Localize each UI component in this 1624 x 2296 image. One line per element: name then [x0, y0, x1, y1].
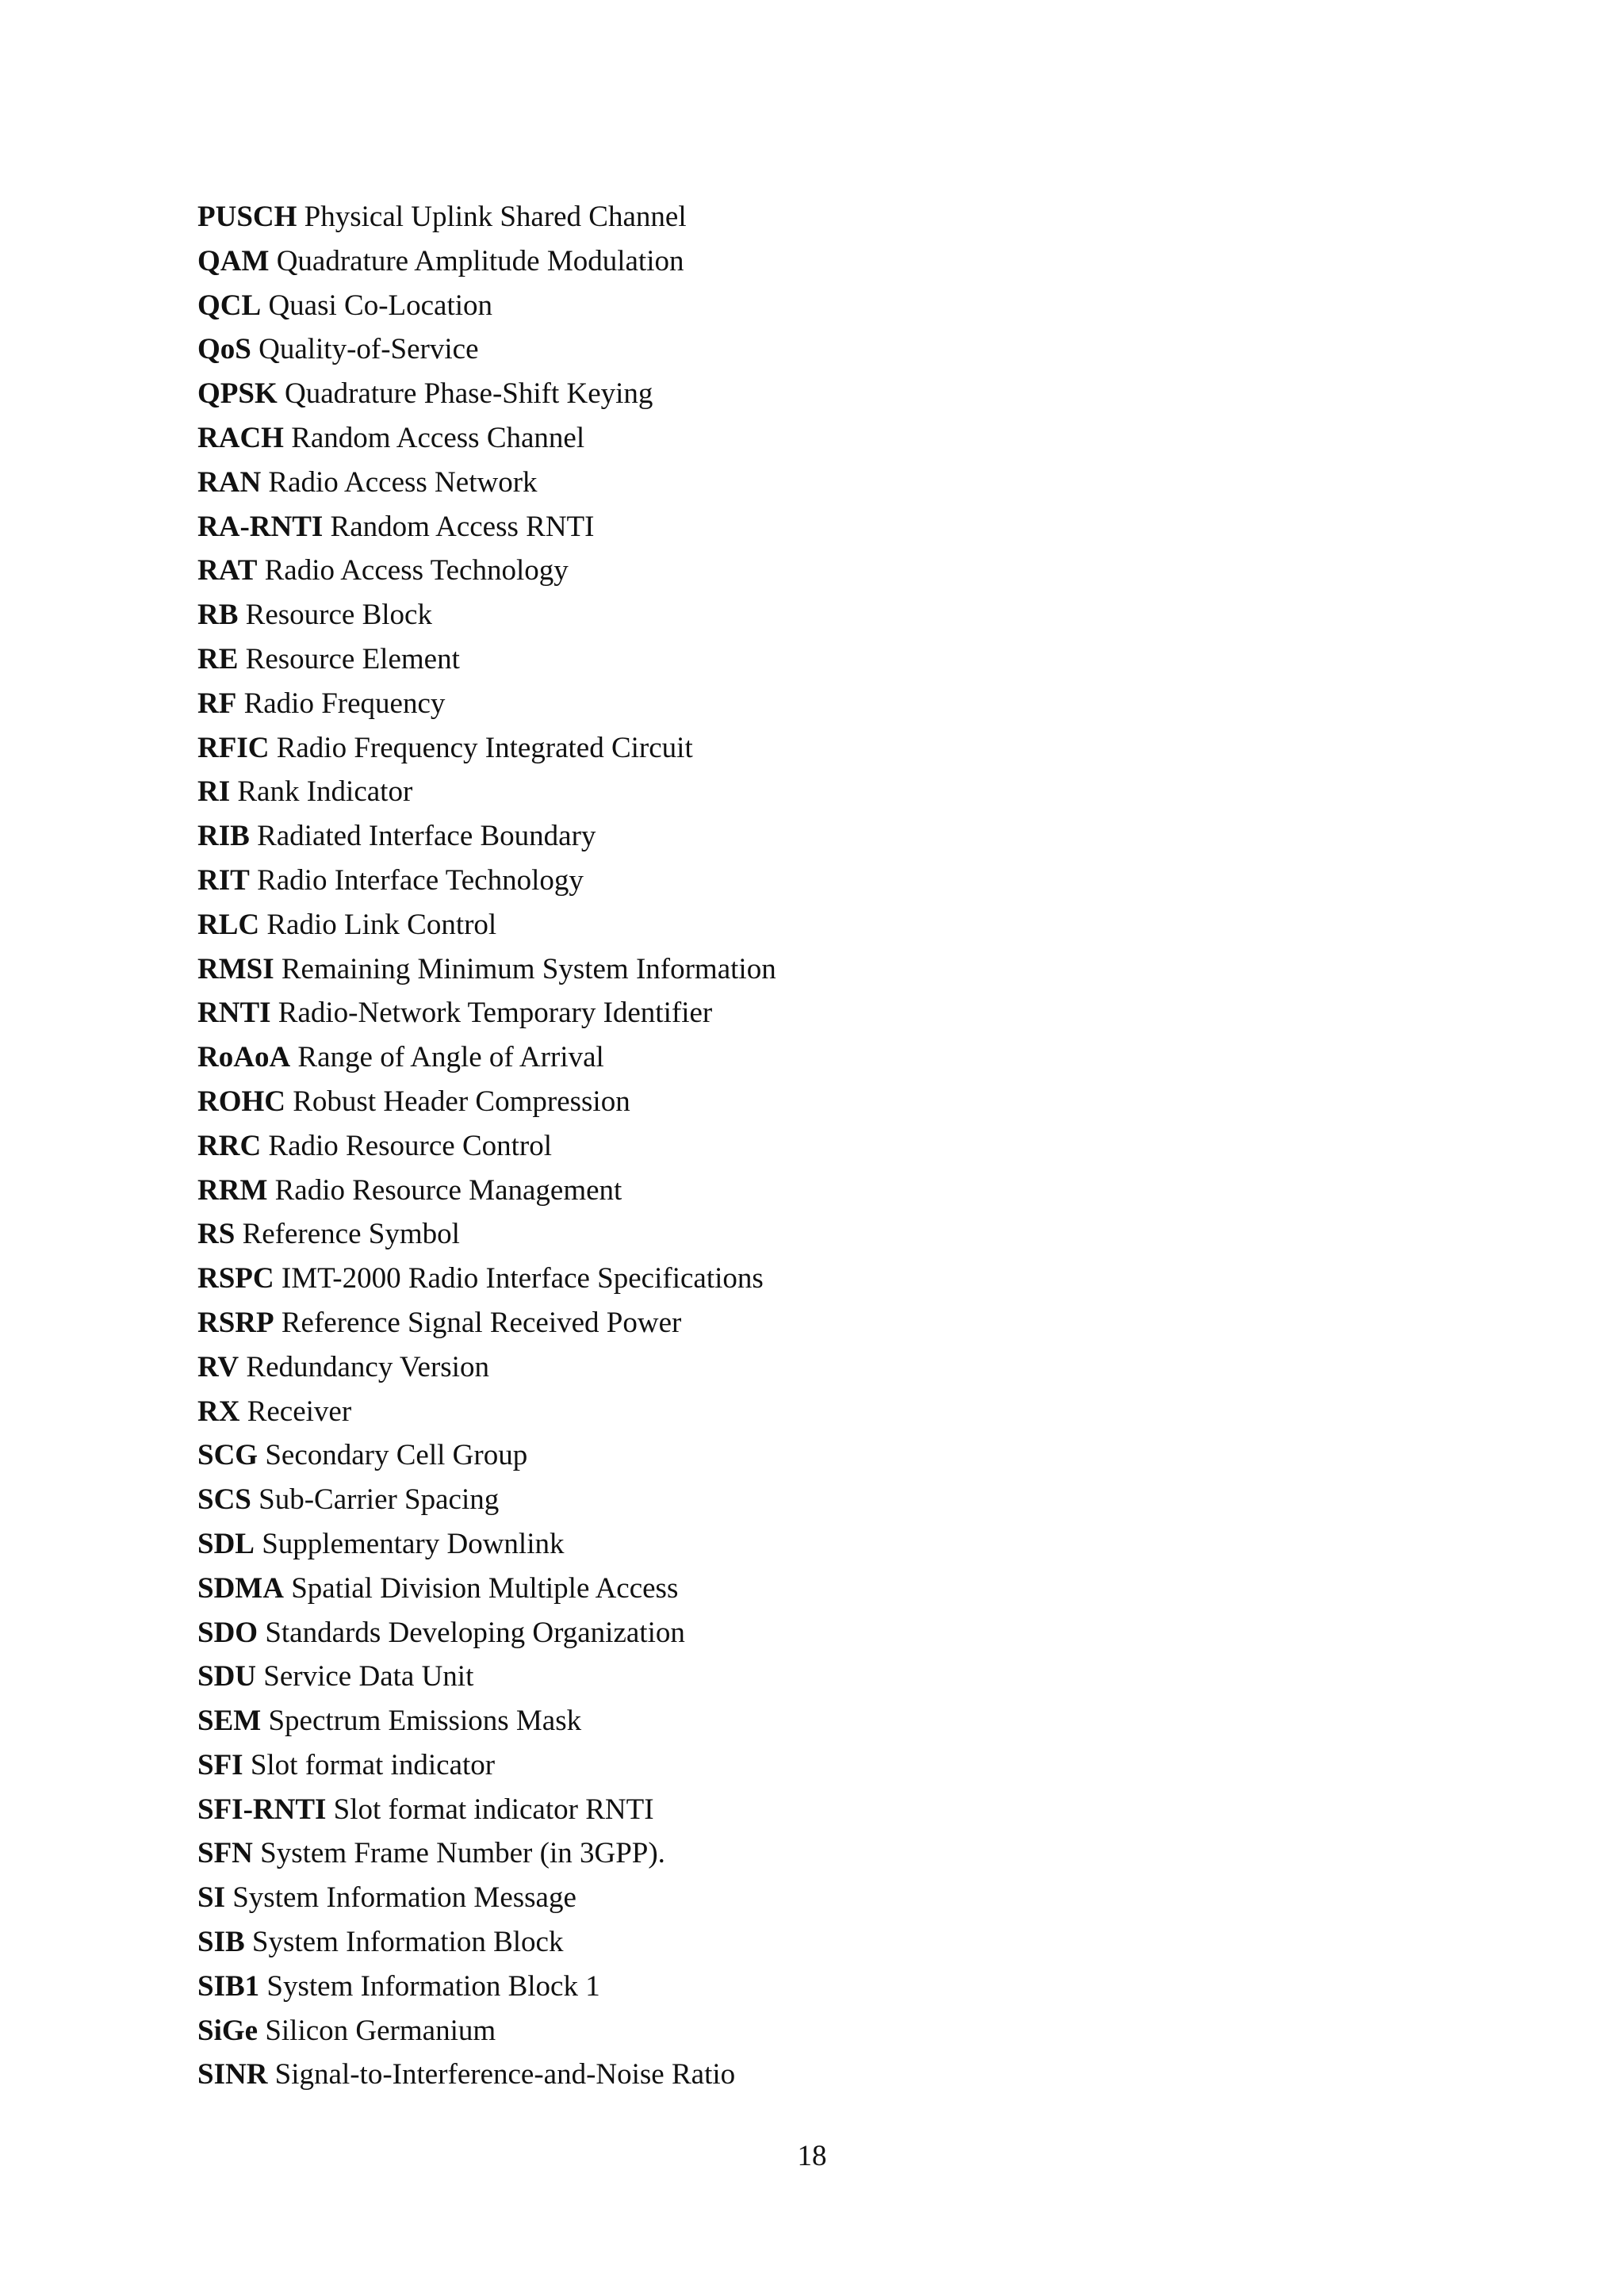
abbreviation-entry [197, 1390, 1466, 1434]
abbreviation-acronym: RoAoA [197, 1041, 291, 1074]
abbreviation-definition: Range of Angle of Arrival [297, 1041, 604, 1074]
abbreviation-definition: System Frame Number (in 3GPP). [260, 1837, 665, 1870]
abbreviation-entry [197, 770, 1466, 814]
abbreviation-entry [197, 2009, 1466, 2053]
abbreviation-entry [197, 1080, 1466, 1124]
abbreviation-definition: Signal-to-Interference-and-Noise Ratio [274, 2058, 736, 2091]
abbreviation-acronym: RF [197, 687, 237, 720]
abbreviation-entry [197, 1212, 1466, 1257]
abbreviation-acronym: QCL [197, 289, 262, 322]
abbreviation-entry [197, 1655, 1466, 1699]
abbreviation-entry [197, 593, 1466, 637]
abbreviation-acronym: RS [197, 1218, 236, 1251]
abbreviation-acronym: RRM [197, 1173, 268, 1207]
abbreviation-acronym: SCS [197, 1483, 251, 1517]
abbreviation-entry [197, 903, 1466, 947]
abbreviation-definition: Random Access RNTI [330, 510, 595, 543]
abbreviation-acronym: SIB1 [197, 1969, 260, 2003]
abbreviation-entry [197, 1124, 1466, 1169]
abbreviation-entry [197, 1611, 1466, 1655]
abbreviation-definition: Radiated Interface Boundary [257, 820, 596, 853]
abbreviation-entry [197, 505, 1466, 549]
abbreviation-acronym: RE [197, 642, 239, 675]
abbreviation-entry [197, 372, 1466, 416]
abbreviation-entry [197, 814, 1466, 859]
abbreviation-acronym: RLC [197, 908, 260, 941]
abbreviation-definition: Radio Access Technology [264, 554, 569, 587]
abbreviation-definition: Spatial Division Multiple Access [291, 1571, 679, 1605]
abbreviation-definition: Quadrature Phase-Shift Keying [285, 377, 653, 411]
abbreviation-definition: Silicon Germanium [265, 2014, 496, 2047]
abbreviation-acronym: SFN [197, 1837, 253, 1870]
abbreviation-entry [197, 1965, 1466, 2009]
abbreviation-entry [197, 682, 1466, 726]
abbreviation-definition: Slot format indicator RNTI [333, 1793, 654, 1826]
abbreviation-definition: Receiver [247, 1395, 352, 1428]
abbreviation-definition: Redundancy Version [246, 1350, 489, 1383]
abbreviation-definition: Quadrature Amplitude Modulation [276, 244, 684, 277]
abbreviation-definition: Robust Header Compression [293, 1085, 630, 1118]
abbreviation-definition: Radio Link Control [266, 908, 497, 941]
abbreviation-acronym: SINR [197, 2058, 268, 2091]
abbreviation-acronym: RIB [197, 820, 250, 853]
abbreviation-entry [197, 1301, 1466, 1345]
abbreviation-definition: Resource Block [245, 599, 432, 632]
abbreviation-entry [197, 947, 1466, 992]
abbreviation-acronym: RNTI [197, 997, 271, 1030]
abbreviation-definition: Physical Uplink Shared Channel [304, 201, 687, 233]
abbreviation-entry [197, 1876, 1466, 1920]
abbreviation-definition: Slot format indicator [250, 1748, 496, 1781]
abbreviation-definition: Radio Frequency [243, 687, 446, 720]
abbreviation-definition: Radio Resource Management [274, 1173, 622, 1207]
abbreviation-acronym: SDO [197, 1616, 259, 1649]
abbreviation-definition: Radio Resource Control [268, 1129, 553, 1162]
abbreviation-acronym: RAN [197, 465, 262, 499]
abbreviation-acronym: SI [197, 1881, 225, 1915]
abbreviation-entry [197, 416, 1466, 461]
abbreviation-acronym: SDMA [197, 1571, 284, 1605]
abbreviation-definition: Spectrum Emissions Mask [268, 1705, 582, 1738]
abbreviation-definition: Supplementary Downlink [262, 1527, 565, 1560]
abbreviation-acronym: PUSCH [197, 201, 297, 233]
abbreviation-definition: Quality-of-Service [259, 333, 479, 366]
abbreviation-entry [197, 1699, 1466, 1743]
abbreviation-acronym: SEM [197, 1705, 262, 1738]
abbreviation-entry [197, 1743, 1466, 1788]
abbreviation-entry [197, 239, 1466, 284]
abbreviation-entry [197, 637, 1466, 682]
abbreviation-acronym: QPSK [197, 377, 278, 411]
abbreviation-entry [197, 1478, 1466, 1522]
abbreviation-entry [197, 1169, 1466, 1213]
abbreviation-entry [197, 1345, 1466, 1390]
abbreviation-definition: Radio Frequency Integrated Circuit [276, 731, 693, 764]
abbreviation-list [197, 195, 1466, 2097]
abbreviation-entry [197, 1257, 1466, 1301]
abbreviation-definition: Radio Interface Technology [257, 863, 584, 897]
abbreviation-acronym: SiGe [197, 2014, 259, 2047]
abbreviation-entry [197, 1567, 1466, 1611]
abbreviation-definition: Service Data Unit [263, 1660, 474, 1693]
abbreviation-entry [197, 1522, 1466, 1567]
abbreviation-definition: Radio-Network Temporary Identifier [278, 997, 713, 1030]
abbreviation-entry [197, 195, 1466, 239]
abbreviation-entry [197, 859, 1466, 903]
abbreviation-acronym: SCG [197, 1439, 259, 1472]
abbreviation-entry [197, 1831, 1466, 1876]
abbreviation-entry [197, 1788, 1466, 1832]
abbreviation-acronym: SDU [197, 1660, 257, 1693]
abbreviation-acronym: ROHC [197, 1085, 285, 1118]
abbreviation-acronym: QoS [197, 333, 251, 366]
abbreviation-acronym: SFI-RNTI [197, 1793, 327, 1826]
abbreviation-entry [197, 327, 1466, 372]
abbreviation-definition: Rank Indicator [237, 775, 413, 809]
abbreviation-definition: IMT-2000 Radio Interface Specifications [281, 1262, 764, 1295]
abbreviation-entry [197, 549, 1466, 593]
abbreviation-acronym: RV [197, 1350, 239, 1383]
abbreviation-definition: Random Access Channel [291, 421, 585, 454]
abbreviation-definition: Secondary Cell Group [265, 1439, 528, 1472]
abbreviation-entry [197, 1433, 1466, 1478]
abbreviation-acronym: RI [197, 775, 231, 809]
abbreviation-definition: Reference Signal Received Power [281, 1306, 682, 1339]
abbreviation-entry [197, 991, 1466, 1035]
abbreviation-acronym: RFIC [197, 731, 270, 764]
abbreviation-acronym: RB [197, 599, 239, 632]
abbreviation-entry [197, 2053, 1466, 2097]
abbreviation-acronym: RSPC [197, 1262, 274, 1295]
abbreviation-acronym: RSRP [197, 1306, 274, 1339]
abbreviation-entry [197, 726, 1466, 771]
abbreviation-definition: Reference Symbol [242, 1218, 460, 1251]
abbreviation-entry [197, 461, 1466, 505]
abbreviation-acronym: RIT [197, 863, 250, 897]
abbreviation-entry [197, 1920, 1466, 1965]
abbreviation-acronym: SDL [197, 1527, 255, 1560]
abbreviation-definition: Standards Developing Organization [265, 1616, 685, 1649]
abbreviation-acronym: RX [197, 1395, 240, 1428]
abbreviation-definition: Quasi Co-Location [268, 289, 493, 322]
abbreviation-acronym: SIB [197, 1926, 245, 1959]
abbreviation-acronym: SFI [197, 1748, 243, 1781]
abbreviation-entry [197, 1035, 1466, 1080]
abbreviation-definition: System Information Message [232, 1881, 576, 1915]
abbreviation-acronym: RACH [197, 421, 284, 454]
abbreviation-definition: System Information Block [251, 1926, 564, 1959]
abbreviation-acronym: QAM [197, 244, 270, 277]
abbreviation-acronym: RA-RNTI [197, 510, 324, 543]
abbreviation-definition: Resource Element [245, 642, 460, 675]
abbreviation-entry [197, 284, 1466, 328]
abbreviation-definition: Radio Access Network [268, 465, 538, 499]
abbreviation-acronym: RAT [197, 554, 258, 587]
abbreviation-acronym: RRC [197, 1129, 262, 1162]
abbreviation-acronym: RMSI [197, 952, 274, 985]
abbreviation-definition: Remaining Minimum System Information [281, 952, 776, 985]
page-number: 18 [797, 2140, 827, 2172]
abbreviation-definition: Sub-Carrier Spacing [259, 1483, 500, 1517]
abbreviation-definition: System Information Block 1 [266, 1969, 600, 2003]
